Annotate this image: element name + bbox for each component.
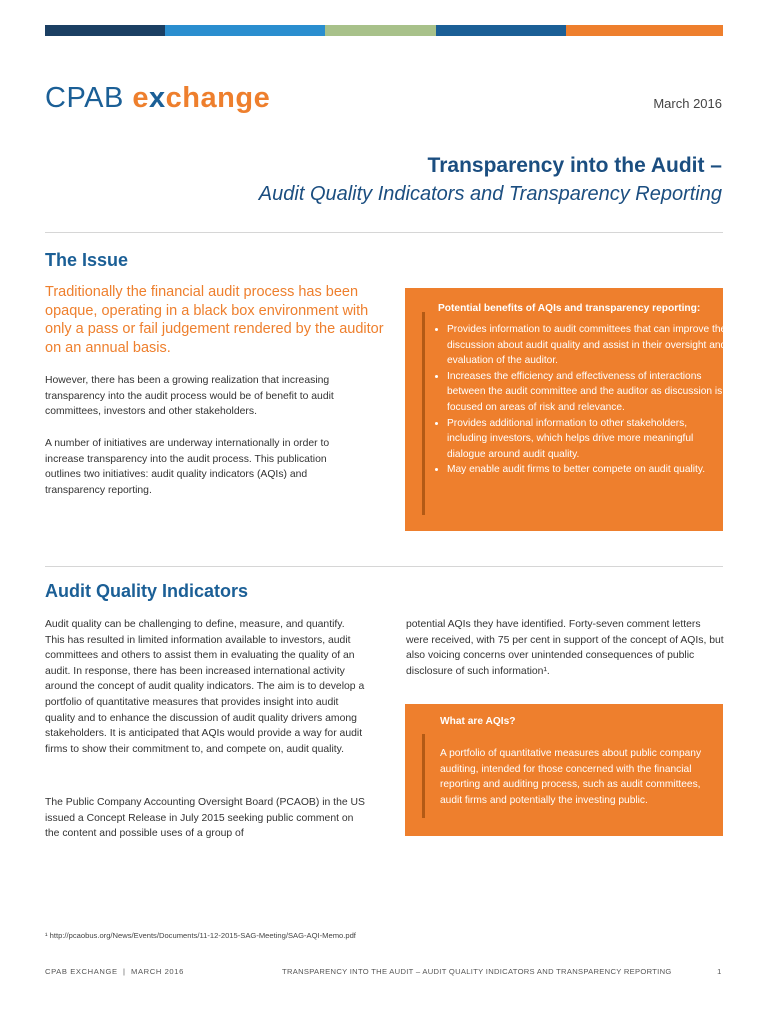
aqi-paragraph-3: potential AQIs they have identified. Forty-seven comment letters were received, with 75 per cent in support of the concept of AQIs, but also voicing concerns over unintended consequences of public disclosure of such information¹.: [406, 619, 724, 677]
header-divider: [45, 232, 723, 233]
section-heading-issue: The Issue: [45, 250, 129, 270]
logo-exchange-e: e: [132, 82, 150, 114]
list-item: • May enable audit firms to better compete on audit quality.: [447, 462, 727, 478]
issue-paragraph-1: However, there has been a growing realization that increasing transparency into the audit process would be of benefit to audit committees, investors and other stakeholders.: [45, 375, 334, 418]
list-item: • Increases the efficiency and effectiveness of interactions between the audit committee and the auditor as discussion is focused on areas of risk and relevance.: [447, 369, 727, 416]
color-bar-segment-blue: [436, 25, 566, 36]
benefits-box-heading: Potential benefits of AQIs and transparency reporting:: [438, 303, 701, 314]
logo-exchange-x: x: [149, 82, 166, 114]
logo-exchange: [132, 82, 270, 114]
page-number: 1: [717, 967, 722, 976]
benefits-box-accent-bar: [422, 312, 425, 515]
benefits-callout-box: [405, 288, 727, 531]
what-box-accent-bar: [422, 734, 425, 818]
section-heading-aqi: Audit Quality Indicators: [45, 581, 249, 601]
top-color-bar: [45, 25, 723, 36]
cpab-exchange-logo: [45, 84, 270, 113]
list-item: • Provides additional information to other stakeholders, including investors, which helps drive more meaningful dialogue around audit quality.: [447, 416, 727, 463]
what-are-aqis-callout-box: [405, 704, 723, 836]
section-divider: [45, 566, 723, 567]
issue-lead-paragraph: Traditionally the financial audit process has been opaque, operating in a black box environment with only a pass or fail judgement rendered by the auditor on an annual basis.: [45, 284, 384, 356]
what-box-heading: What are AQIs?: [440, 716, 516, 727]
color-bar-segment-sky: [165, 25, 325, 36]
aqi-paragraph-1: Audit quality can be challenging to define, measure, and quantify. This has resulted in limited information available to investors, audit committees and others to assist them in evaluating the quality of an audit. In response, there has been increased international activity around the concept of audit quality indicators. The aim is to develop a portfolio of quantitative measures that provides insight into audit quality and to enhance the discussion of audit quality drivers among stakeholders. It is anticipated that AQIs would provide a way for audit firms to show their commitment to, and compete on, audit quality.: [45, 619, 365, 755]
color-bar-segment-orange: [566, 25, 723, 36]
color-bar-segment-navy: [45, 25, 165, 36]
footnote: ¹ http://pcaobus.org/News/Events/Documents/11-12-2015-SAG-Meeting/SAG-AQI-Memo.pdf: [45, 931, 356, 940]
issue-paragraph-2: A number of initiatives are underway internationally in order to increase transparency into the audit process. This publication outlines two initiatives: audit quality indicators (AQIs) and transparency reporting.: [45, 438, 330, 496]
benefits-list: [433, 322, 727, 478]
document-title: Transparency into the Audit –: [427, 154, 722, 177]
publication-date: March 2016: [653, 96, 722, 111]
footer-left: CPAB EXCHANGE | MARCH 2016: [45, 967, 184, 976]
footer-center: TRANSPARENCY INTO THE AUDIT – AUDIT QUALITY INDICATORS AND TRANSPARENCY REPORTING: [282, 967, 672, 976]
color-bar-segment-green: [325, 25, 436, 36]
aqi-paragraph-2: The Public Company Accounting Oversight Board (PCAOB) in the US issued a Concept Release in July 2015 seeking public comment on the content and possible uses of a group of: [45, 797, 365, 840]
what-box-text: A portfolio of quantitative measures about public company auditing, intended for those concerned with the financial reporting and auditing process, such as audit committees, audit firms and potentially the investing public.: [440, 748, 702, 806]
logo-cpab: CPAB: [45, 82, 124, 114]
list-item: • Provides information to audit committees that can improve the discussion about audit quality and assist in their oversight and evaluation of the auditor.: [447, 322, 727, 369]
document-subtitle: Audit Quality Indicators and Transparency Reporting: [258, 183, 722, 205]
logo-exchange-rest: change: [165, 82, 271, 114]
